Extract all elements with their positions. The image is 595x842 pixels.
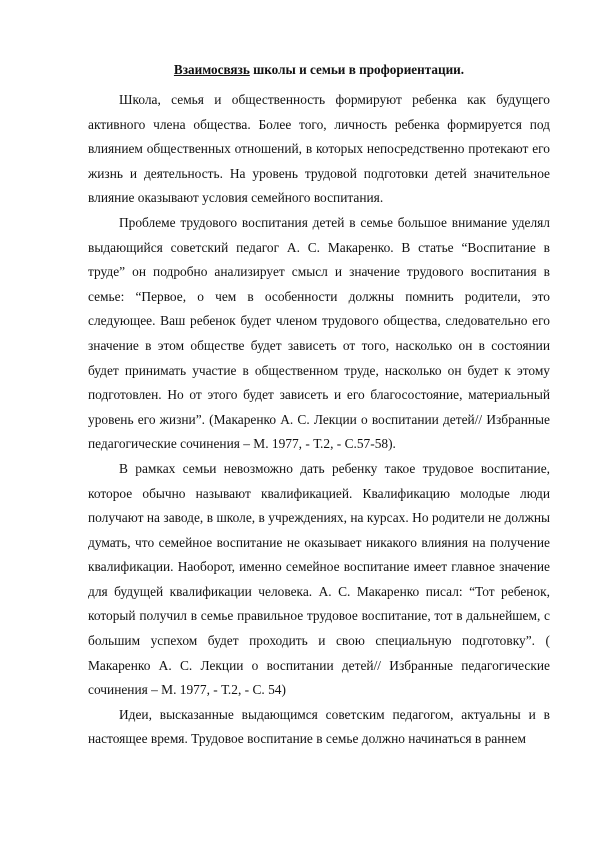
document-body (88, 62, 550, 752)
document-title (88, 62, 550, 78)
paragraph-1: Школа, семья и общественность формируют ребенка как будущего активного члена общества. Более того, личность ребенка формируется под влиянием общественных отношений, в которых непосредственно протекают его жизнь и деятельность. На уровень трудовой подготовки детей значительное влияние оказывают условия семейного воспитания. (88, 92, 550, 206)
document-title-underlined: Взаимосвязь (173, 62, 250, 77)
paragraph-4: Идеи, высказанные выдающимся советским педагогом, актуальны и в настоящее время. Трудовое воспитание в семье должно начинаться в раннем (88, 706, 550, 747)
paragraph-3: В рамках семьи невозможно дать ребенку такое трудовое воспитание, которое обычно называют квалификацией. Квалификацию молодые люди получают на заводе, в школе, в учреждениях, на курсах. Но родители не должны думать, что семейное воспитание не оказывает никакого влияния на получение квалификации. Наоборот, именно семейное воспитание имеет главное значение для будущей квалификации человека. А. С. Макаренко писал: “Тот ребенок, который получил в семье правильное трудовое воспитание, тот в дальнейшем, с большим успехом будет проходить и свою специальную подготовку”. ( Макаренко А. С. Лекции о воспитании детей// Избранные педагогические сочинения – М. 1977, - Т.2, - С. 54) (88, 460, 550, 698)
paragraph-2: Проблеме трудового воспитания детей в семье большое внимание уделял выдающийся советский педагог А. С. Макаренко. В статье “Воспитание в труде” он подробно анализирует смысл и значение трудового воспитания в семье: “Первое, о чем в особенности должны помнить родители, это следующее. Ваш ребенок будет членом трудового общества, следовательно его значение в этом обществе будет зависеть от того, насколько он в состоянии будет принимать участие в общественном труде, насколько он будет к этому подготовлен. Но от этого будет зависеть и его благосостояние, материальный уровень его жизни”. (Макаренко А. С. Лекции о воспитании детей// Избранные педагогические сочинения – М. 1977, - Т.2, - С.57-58). (88, 214, 550, 452)
document-title-rest: школы и семьи в профориентации. (249, 62, 465, 77)
